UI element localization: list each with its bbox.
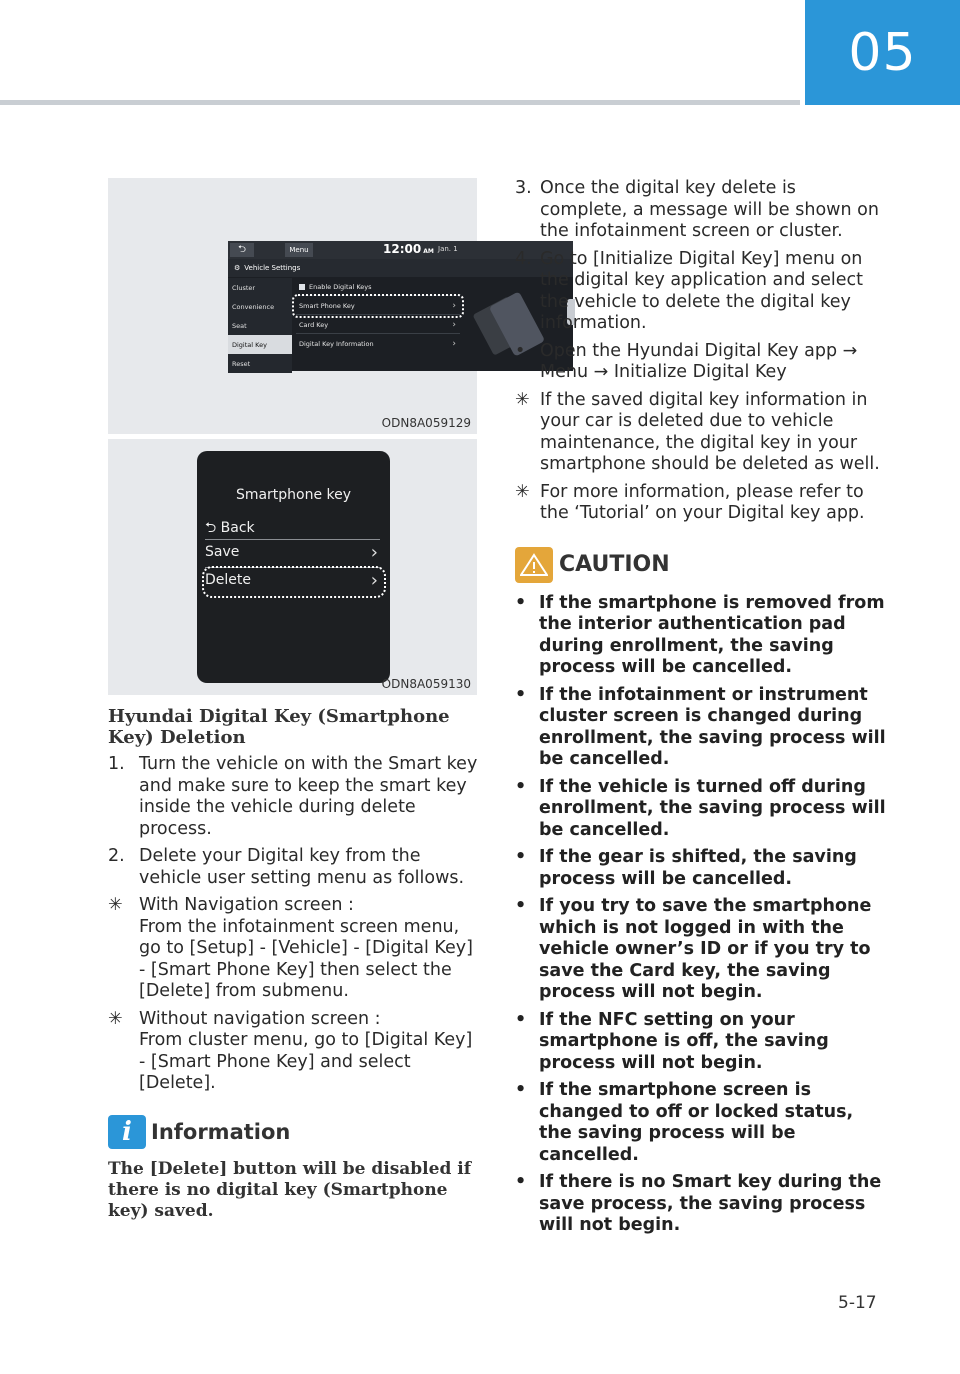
caution-title: CAUTION bbox=[559, 552, 670, 577]
note-tutorial: ✳ For more information, please refer to the ‘Tutorial’ on your Digital key app. bbox=[515, 481, 865, 523]
chevron-right-icon: › bbox=[452, 300, 456, 311]
section-heading: Hyundai Digital Key (Smartphone Key) Deletion bbox=[108, 706, 450, 748]
caution-item: • If the gear is shifted, the saving process will be cancelled. bbox=[515, 847, 857, 889]
left-column bbox=[108, 706, 478, 1222]
caution-item: • If the smartphone is removed from the interior authentication pad during enrollment, the saving process will be cancelled. bbox=[515, 592, 885, 677]
cluster-delete: Delete › bbox=[205, 570, 378, 591]
sidebar-item-reset: Reset bbox=[228, 354, 292, 373]
highlight-smart-phone-key bbox=[292, 294, 464, 318]
back-arrow-icon: ⮌ bbox=[205, 520, 217, 536]
warning-icon bbox=[515, 547, 553, 583]
date: Jan. 1 bbox=[438, 245, 458, 253]
caution-header bbox=[515, 547, 887, 583]
sidebar-item-digital-key: Digital Key bbox=[228, 335, 292, 354]
information-box bbox=[108, 1115, 478, 1222]
caution-item: • If the NFC setting on your smartphone is off, the saving process will not begin. bbox=[515, 1009, 829, 1073]
menu-item-digital-key-information: Digital Key Information › bbox=[299, 339, 456, 349]
asterisk-icon: ✳ bbox=[515, 481, 530, 502]
figure-code: ODN8A059130 bbox=[381, 677, 471, 691]
menu-item-card-key: Card Key › bbox=[296, 316, 460, 334]
right-column bbox=[515, 178, 887, 1243]
menu-button: Menu bbox=[285, 243, 313, 257]
chevron-right-icon: › bbox=[452, 319, 456, 330]
step-2: 2. Delete your Digital key from the vehicle user setting menu as follows. bbox=[108, 846, 465, 888]
step-4: 4. Go to [Initialize Digital Key] menu on the digital key application and select the vehicle to delete the digital key information. bbox=[515, 248, 864, 333]
sidebar-item-convenience: Convenience bbox=[228, 297, 292, 316]
note-navigation: ✳ With Navigation screen : From the infotainment screen menu, go to [Setup] - [Vehicle] - [Digital Key] - [Smart Phone Key] then select the [Delete] from submenu. bbox=[108, 895, 473, 1001]
menu-item-enable-digital-keys: Enable Digital Keys bbox=[296, 278, 460, 296]
asterisk-icon: ✳ bbox=[108, 1008, 123, 1029]
header-rule bbox=[0, 100, 800, 105]
figure-cluster bbox=[108, 439, 477, 695]
highlight-delete bbox=[202, 566, 386, 598]
back-icon: ⮌ bbox=[230, 243, 254, 257]
sidebar-item-cluster: Cluster bbox=[228, 278, 292, 297]
divider bbox=[205, 539, 380, 540]
info-icon: i bbox=[108, 1115, 146, 1149]
cluster-screen bbox=[197, 451, 390, 683]
note-maintenance: ✳ If the saved digital key information in your car is deleted due to vehicle maintenance, the digital key in your smartphone should be deleted as well. bbox=[515, 389, 880, 474]
chevron-right-icon: › bbox=[370, 570, 378, 591]
bullet-open-app: • Open the Hyundai Digital Key app → Menu → Initialize Digital Key bbox=[515, 340, 858, 382]
asterisk-icon: ✳ bbox=[515, 389, 530, 410]
gear-icon: ⚙ bbox=[234, 264, 241, 272]
caution-item: • If the infotainment or instrument cluster screen is changed during enrollment, the saving process will be cancelled. bbox=[515, 684, 886, 769]
information-text: The [Delete] button will be disabled if there is no digital key (Smartphone key) saved. bbox=[108, 1158, 472, 1221]
caution-item: • If the smartphone screen is changed to off or locked status, the saving process will be cancelled. bbox=[515, 1080, 854, 1165]
page-number: 5-17 bbox=[838, 1293, 877, 1313]
cluster-title: Smartphone key bbox=[235, 487, 352, 503]
chapter-number: 05 bbox=[805, 0, 960, 105]
sidebar-item-seat: Seat bbox=[228, 316, 292, 335]
caution-item: • If you try to save the smartphone which is not logged in with the vehicle owner’s ID or if you try to save the Card key, the saving process will not begin. bbox=[515, 896, 872, 1002]
chevron-right-icon: › bbox=[370, 542, 378, 563]
information-header bbox=[108, 1115, 478, 1149]
caution-item: • If the vehicle is turned off during enrollment, the saving process will be cancelled. bbox=[515, 776, 886, 840]
cluster-save: Save › bbox=[205, 542, 378, 563]
figure-infotainment bbox=[108, 178, 477, 434]
information-title: Information bbox=[151, 1119, 291, 1144]
cluster-back: ⮌ Back bbox=[205, 520, 255, 536]
note-no-navigation: ✳ Without navigation screen : From cluster menu, go to [Digital Key] - [Smart Phone Key] and select [Delete]. bbox=[108, 1008, 473, 1093]
asterisk-icon: ✳ bbox=[108, 895, 123, 915]
clock: 12:00 AM bbox=[383, 242, 434, 256]
section-title: Vehicle Settings bbox=[244, 264, 301, 272]
step-3: 3. Once the digital key delete is complete, a message will be shown on the infotainment screen or cluster. bbox=[515, 178, 879, 241]
caution-item: • If there is no Smart key during the save process, the saving process will not begin. bbox=[515, 1172, 882, 1235]
menu-item-smart-phone-key: Smart Phone Key › bbox=[296, 297, 460, 315]
figure-code: ODN8A059129 bbox=[381, 416, 471, 430]
chevron-right-icon: › bbox=[452, 339, 456, 349]
step-1: 1. Turn the vehicle on with the Smart key and make sure to keep the smart key inside the vehicle during delete process. bbox=[108, 754, 478, 839]
checkbox-icon bbox=[299, 284, 305, 290]
